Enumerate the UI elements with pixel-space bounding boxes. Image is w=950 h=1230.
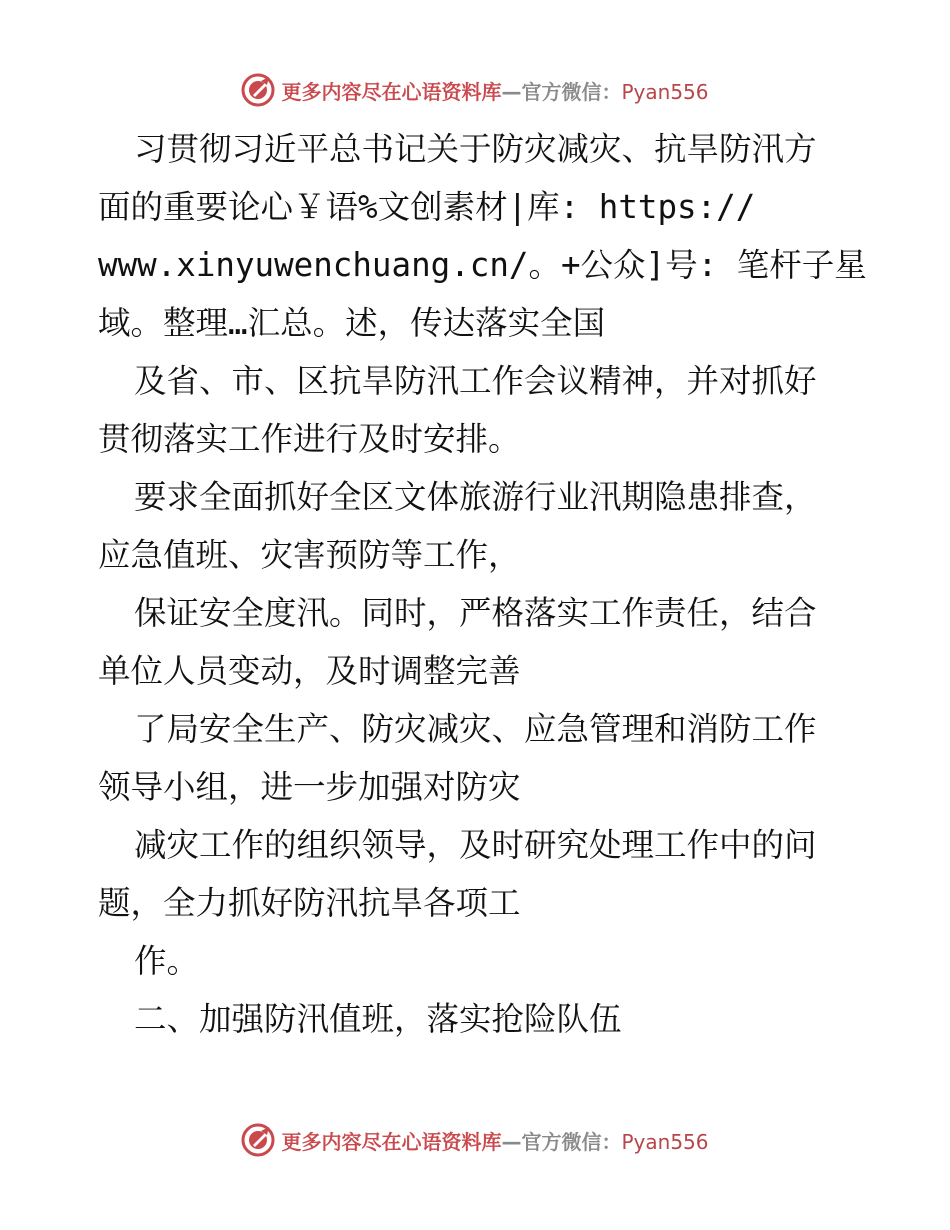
brand-text: 更多内容尽在心语资料库 — [281, 1129, 502, 1154]
text-line: www.xinyuwenchuang.cn/。+公众]号: 笔杆子星 — [98, 246, 867, 284]
header-banner — [0, 70, 950, 110]
text-line: 习贯彻习近平总书记关于防灾减灾、抗旱防汛方 — [134, 130, 817, 168]
text-line: 及省、市、区抗旱防汛工作会议精神，并对抓好 — [134, 362, 817, 400]
official-label: 官方微信： — [521, 79, 622, 104]
footer-banner — [0, 1120, 950, 1160]
separator: — — [501, 1129, 522, 1154]
text-line: 域。整理…汇总。述，传达落实全国 — [98, 304, 606, 342]
text-line: 面的重要论心￥语%文创素材|库: https:// — [98, 188, 756, 226]
text-line: 贯彻落实工作进行及时安排。 — [98, 420, 521, 458]
brand-logo-icon — [241, 1123, 275, 1157]
text-line: 二、加强防汛值班，落实抢险队伍 — [134, 1000, 622, 1038]
text-line: 要求全面抓好全区文体旅游行业汛期隐患排查， — [134, 478, 817, 516]
document-body — [98, 120, 867, 1048]
text-line: 应急值班、灾害预防等工作， — [98, 536, 521, 574]
text-line: 了局安全生产、防灾减灾、应急管理和消防工作 — [134, 710, 817, 748]
wechat-id: Pyan556 — [621, 79, 709, 104]
separator: — — [501, 79, 522, 104]
text-line: 作。 — [134, 942, 200, 980]
wechat-id: Pyan556 — [621, 1129, 709, 1154]
text-line: 题，全力抓好防汛抗旱各项工 — [98, 884, 521, 922]
brand-logo-icon — [241, 73, 275, 107]
text-line: 领导小组，进一步加强对防灾 — [98, 768, 521, 806]
text-line: 单位人员变动，及时调整完善 — [98, 652, 521, 690]
text-line: 减灾工作的组织领导，及时研究处理工作中的问 — [134, 826, 817, 864]
official-label: 官方微信： — [521, 1129, 622, 1154]
brand-text: 更多内容尽在心语资料库 — [281, 79, 502, 104]
text-line: 保证安全度汛。同时，严格落实工作责任，结合 — [134, 594, 817, 632]
